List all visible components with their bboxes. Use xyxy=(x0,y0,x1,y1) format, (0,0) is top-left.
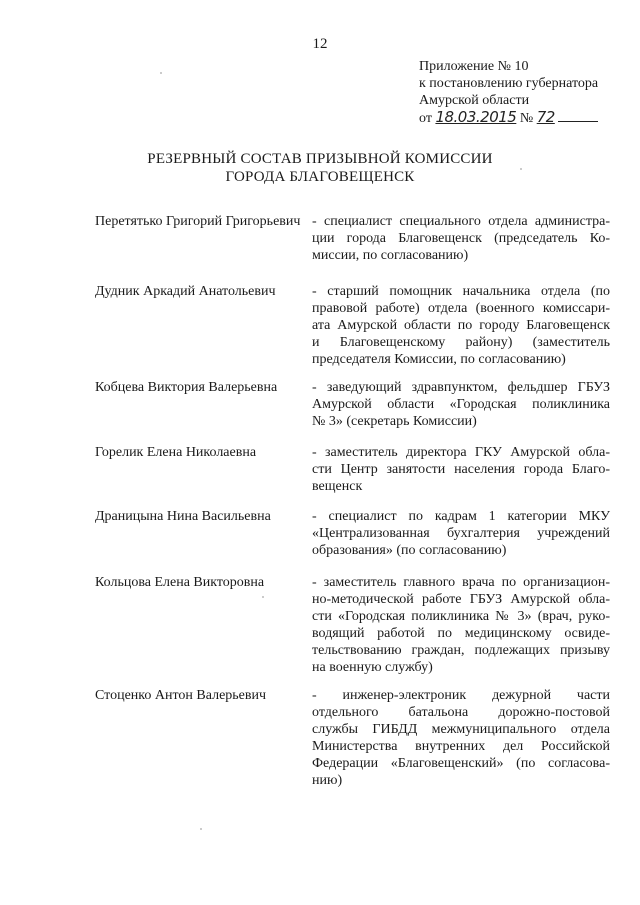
role-line: № 3» (секретарь Комиссии) xyxy=(312,414,477,429)
role-line: правовой работе) отдела (военного комиссари- xyxy=(312,301,610,316)
role-line: Министерства внутренних дел Российской xyxy=(312,739,610,754)
appendix-line-3: Амурской области xyxy=(419,93,530,108)
scan-speck xyxy=(200,828,202,830)
role-line: и Благовещенскому району) (заместитель xyxy=(312,335,610,350)
role-line: вещенск xyxy=(312,479,363,494)
document-title xyxy=(0,150,640,186)
member-name: Кольцова Елена Викторовна xyxy=(95,575,265,590)
member-name: Дудник Аркадий Анатольевич xyxy=(95,284,276,299)
appendix-line-1: Приложение № 10 xyxy=(419,59,529,74)
member-role xyxy=(312,444,610,495)
appendix-line-2: к постановлению губернатора xyxy=(419,76,599,91)
role-line: - заведующий здравпунктом, фельдшер ГБУЗ xyxy=(312,380,610,395)
title-line-1: РЕЗЕРВНЫЙ СОСТАВ ПРИЗЫВНОЙ КОМИССИИ xyxy=(147,151,493,167)
role-line: Амурской области «Городская поликлиника xyxy=(312,397,610,412)
member-role xyxy=(312,687,610,789)
role-line: - специалист специального отдела администра- xyxy=(312,214,610,229)
role-line: председателя Комиссии, по согласованию) xyxy=(312,352,566,367)
role-line: сти Центр занятости населения города Благо- xyxy=(312,462,610,477)
role-line: - заместитель главного врача по организацион- xyxy=(312,575,610,590)
title-line-2: ГОРОДА БЛАГОВЕЩЕНСК xyxy=(225,169,415,185)
role-line: службы ГИБДД межмуниципального отдела xyxy=(312,722,610,737)
role-line: сти «Городская поликлиника № 3» (врач, руко- xyxy=(312,609,610,624)
role-line: отдельного батальона дорожно-постовой xyxy=(312,705,610,720)
role-line: Федерации «Благовещенский» (по согласова- xyxy=(312,756,610,771)
role-line: миссии, по согласованию) xyxy=(312,248,469,263)
date-prefix: от xyxy=(419,111,432,126)
handwritten-date: 18.03.2015 xyxy=(435,108,517,126)
role-line: - старший помощник начальника отдела (по xyxy=(312,284,610,299)
role-line: тельствованию граждан, подлежащих призыву xyxy=(312,643,610,658)
role-line: образования» (по согласованию) xyxy=(312,543,507,558)
member-role xyxy=(312,379,610,430)
handwritten-number: 72 xyxy=(536,108,555,126)
role-line: но-методической работе ГБУЗ Амурской обла- xyxy=(312,592,610,607)
role-line: - инженер-электроник дежурной части xyxy=(312,688,610,703)
role-line: водящий работой по медицинскому освиде- xyxy=(312,626,610,641)
scan-speck xyxy=(520,168,522,170)
role-line: нию) xyxy=(312,773,343,788)
role-line: ата Амурской области по городу Благовещенск xyxy=(312,318,610,333)
member-role xyxy=(312,283,610,368)
member-name: Горелик Елена Николаевна xyxy=(95,445,257,460)
number-prefix: № xyxy=(519,111,534,126)
member-name: Перетятько Григорий Григорьевич xyxy=(95,214,301,229)
member-role xyxy=(312,574,610,676)
role-line: - заместитель директора ГКУ Амурской обла- xyxy=(312,445,610,460)
member-role xyxy=(312,213,610,264)
role-line: «Централизованная бухгалтерия учреждений xyxy=(312,526,610,541)
underline-blank xyxy=(558,109,598,122)
member-name: Стоценко Антон Валерьевич xyxy=(95,688,267,703)
appendix-date-line xyxy=(419,109,629,127)
role-line: ции города Благовещенск (председатель Ко- xyxy=(312,231,610,246)
scan-speck xyxy=(262,596,264,598)
member-role xyxy=(312,508,610,559)
role-line: на военную службу) xyxy=(312,660,433,675)
member-name: Кобцева Виктория Валерьевна xyxy=(95,380,278,395)
scan-speck xyxy=(160,72,162,74)
appendix-block xyxy=(419,58,629,127)
member-name: Драницына Нина Васильевна xyxy=(95,509,271,524)
page-number: 12 xyxy=(312,36,328,52)
role-line: - специалист по кадрам 1 категории МКУ xyxy=(312,509,610,524)
